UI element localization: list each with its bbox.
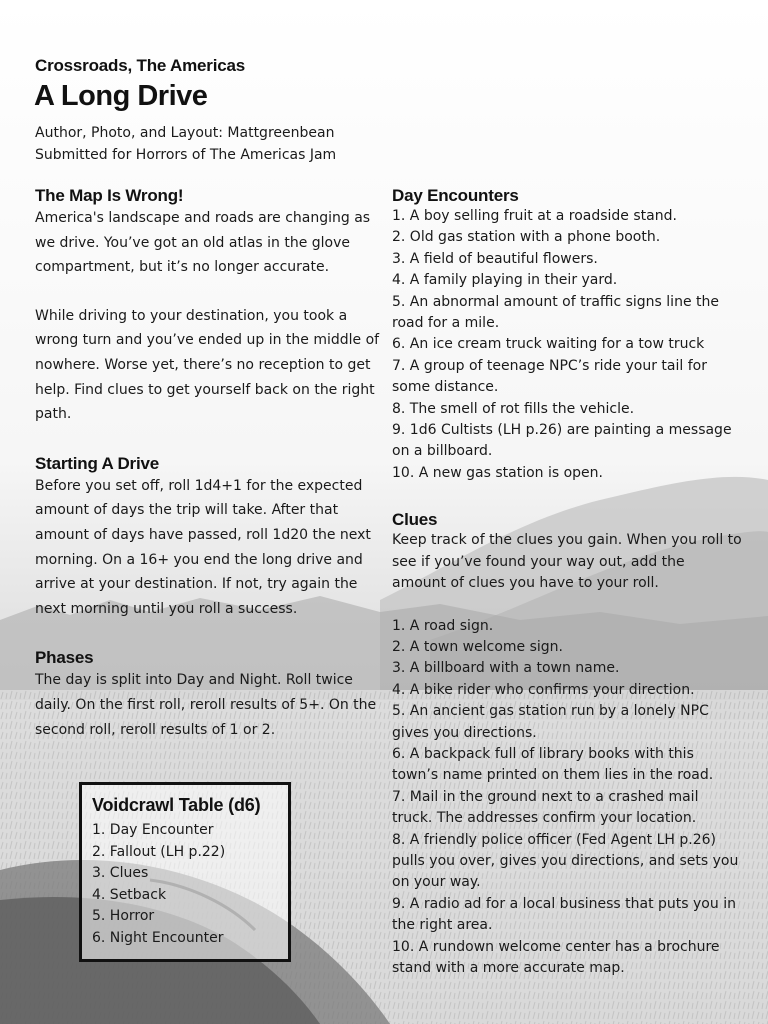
list-item: 10. A new gas station is open. <box>392 464 603 481</box>
starting-drive-heading: Starting A Drive <box>35 453 160 473</box>
credit-line: Author, Photo, and Layout: Mattgreenbean <box>35 125 335 141</box>
list-item: 5. An ancient gas station run by a lonely NPC gives you directions. <box>392 703 709 741</box>
list-item: 5. Horror <box>92 908 155 924</box>
credit-line: Submitted for Horrors of The Americas Jam <box>35 147 337 163</box>
list-item: 6. Night Encounter <box>92 929 224 946</box>
list-item: 4. A bike rider who confirms your direction. <box>392 681 695 698</box>
list-item: 2. Old gas station with a phone booth. <box>392 229 661 246</box>
map-wrong-heading: The Map Is Wrong! <box>35 186 184 205</box>
list-item: 3. Clues <box>92 865 149 881</box>
page-title: A Long Drive <box>34 80 208 112</box>
voidcrawl-heading: Voidcrawl Table (d6) <box>92 795 261 815</box>
map-wrong-paragraph: America's landscape and roads are changing as we drive. You’ve got an old atlas in the glove compartment, but it’s no longer accurate. <box>35 210 371 276</box>
map-wrong-paragraph: While driving to your destination, you took a wrong turn and you’ve ended up in the middle of nowhere. Worse yet, there’s no reception to get help. Find clues to get yourself back on the right path. <box>35 307 380 423</box>
list-item: 8. A friendly police officer (Fed Agent LH p.26) pulls you over, gives you directions, and sets you on your way. <box>392 831 739 891</box>
list-item: 2. A town welcome sign. <box>392 638 563 655</box>
list-item: 6. A backpack full of library books with this town’s name printed on them lies in the road. <box>392 745 714 784</box>
list-item: 4. A family playing in their yard. <box>392 272 618 289</box>
list-item: 1. A road sign. <box>392 617 494 634</box>
list-item: 3. A billboard with a town name. <box>392 660 620 677</box>
phases-heading: Phases <box>35 648 94 668</box>
map-wrong-section <box>35 186 383 427</box>
starting-drive-section <box>35 454 383 622</box>
list-item: 4. Setback <box>92 886 167 903</box>
left-column <box>35 186 383 742</box>
clues-list <box>392 616 742 980</box>
list-item: 8. The smell of rot fills the vehicle. <box>392 400 635 417</box>
list-item: 9. 1d6 Cultists (LH p.26) are painting a message on a billboard. <box>392 422 732 460</box>
clues-section <box>392 510 742 979</box>
pre-title: Crossroads, The Americas <box>35 56 245 75</box>
clues-intro: Keep track of the clues you gain. When you roll to see if you’ve found your way out, add the amount of clues you have to your roll. <box>392 532 742 592</box>
list-item: 9. A radio ad for a local business that puts you in the right area. <box>392 895 736 934</box>
day-encounters-heading: Day Encounters <box>392 186 519 205</box>
list-item: 6. An ice cream truck waiting for a tow truck <box>392 336 705 353</box>
credits <box>35 122 336 166</box>
list-item: 7. Mail in the ground next to a crashed mail truck. The addresses confirm your location. <box>392 788 699 827</box>
list-item: 7. A group of teenage NPC’s ride your tail for some distance. <box>392 357 707 396</box>
list-item: 1. A boy selling fruit at a roadside stand. <box>392 208 677 224</box>
phases-section <box>35 648 383 742</box>
voidcrawl-list <box>92 820 288 949</box>
list-item: 2. Fallout (LH p.22) <box>92 843 226 860</box>
right-column <box>392 186 742 979</box>
phases-text: The day is split into Day and Night. Roll twice daily. On the first roll, reroll results of 5+. On the second roll, reroll results of 1 or 2. <box>35 672 377 738</box>
starting-drive-text: Before you set off, roll 1d4+1 for the expected amount of days the trip will take. After that amount of days have passed, roll 1d20 the next morning. On a 16+ you end the long drive and arrive at your destination. If not, try again the next morning until you roll a success. <box>35 477 371 617</box>
day-encounters-list <box>392 206 742 484</box>
list-item: 5. An abnormal amount of traffic signs line the road for a mile. <box>392 293 719 332</box>
day-encounters-section <box>392 186 742 484</box>
clues-heading: Clues <box>392 510 438 530</box>
list-item: 10. A rundown welcome center has a brochure stand with a more accurate map. <box>392 938 720 976</box>
list-item: 3. A field of beautiful flowers. <box>392 250 598 267</box>
voidcrawl-table <box>79 782 291 962</box>
list-item: 1. Day Encounter <box>92 822 214 838</box>
